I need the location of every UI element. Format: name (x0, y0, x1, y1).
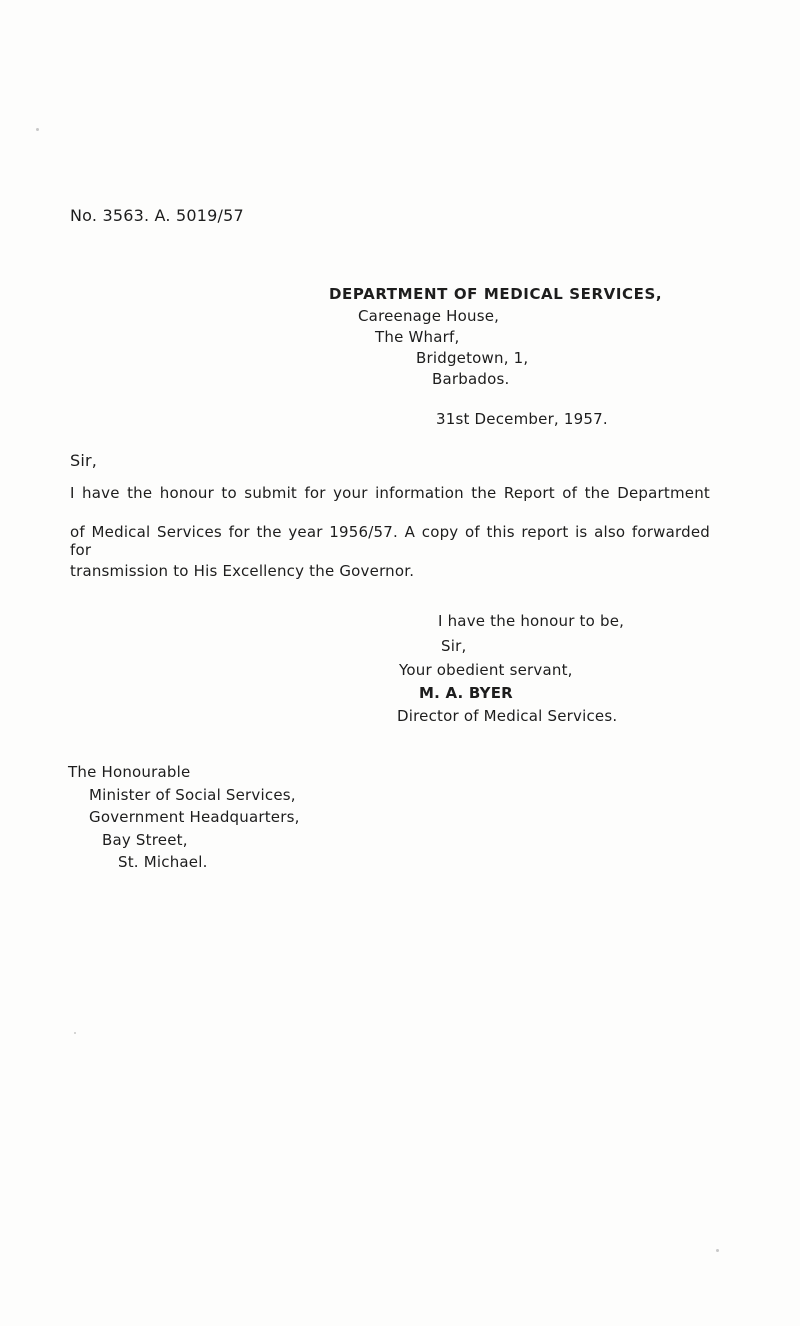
body-line: transmission to His Excellency the Governor. (70, 562, 415, 580)
sender-address-line: Barbados. (432, 370, 510, 388)
letter-date: 31st December, 1957. (436, 410, 608, 428)
body-line: of Medical Services for the year 1956/57. A copy of this report is also forwarded for (70, 523, 710, 559)
recipient-line: Government Headquarters, (89, 808, 300, 826)
recipient-line: Minister of Social Services, (89, 786, 296, 804)
sender-address-line: Bridgetown, 1, (416, 349, 529, 367)
body-line: I have the honour to submit for your information the Report of the Department (70, 484, 710, 502)
reference-number: No. 3563. A. 5019/57 (70, 206, 244, 225)
recipient-line: Bay Street, (102, 831, 188, 849)
recipient-line: The Honourable (68, 763, 191, 781)
closing-line: Your obedient servant, (399, 661, 573, 679)
paper-speck (716, 1249, 719, 1252)
department-name: DEPARTMENT OF MEDICAL SERVICES, (329, 285, 663, 303)
salutation: Sir, (70, 451, 98, 470)
closing-line: I have the honour to be, (438, 612, 625, 630)
paper-speck (74, 1032, 76, 1034)
signatory-title: Director of Medical Services. (397, 707, 618, 725)
sender-address-line: The Wharf, (375, 328, 460, 346)
closing-line: Sir, (441, 637, 467, 655)
sender-address-line: Careenage House, (358, 307, 500, 325)
recipient-line: St. Michael. (118, 853, 208, 871)
paper-speck (36, 128, 39, 131)
signatory-name: M. A. BYER (419, 684, 513, 702)
